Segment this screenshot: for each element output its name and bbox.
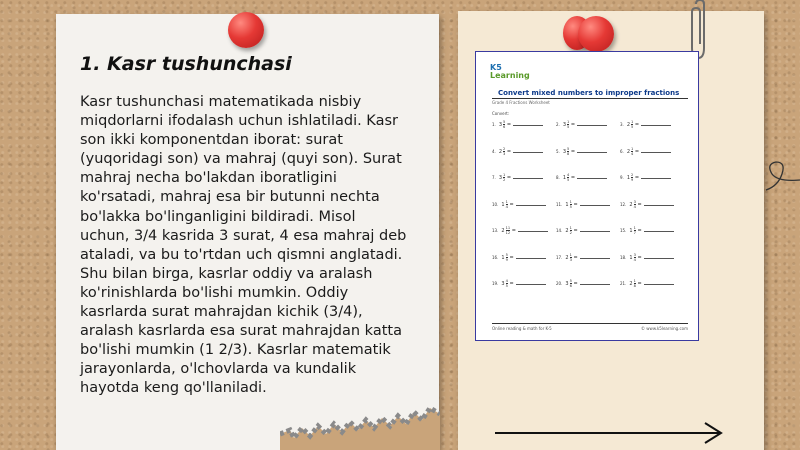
mixed-whole: 3 (501, 281, 505, 287)
exercise-item (556, 173, 607, 182)
divider (492, 323, 688, 324)
mixed-whole: 1 (629, 254, 633, 261)
fraction-denominator: 6 (569, 284, 572, 288)
equals-sign: = (635, 281, 642, 287)
mixed-whole: 3 (498, 175, 503, 181)
answer-blank (513, 152, 543, 153)
fraction-denominator: 5 (569, 204, 572, 209)
equals-sign: = (505, 175, 512, 181)
mixed-whole: 1 (501, 254, 505, 261)
mixed-whole: 2 (498, 148, 503, 155)
exercise-item (492, 253, 546, 262)
note-body-line: ko'rinishlarda bo'lishi mumkin. Oddiy (80, 284, 349, 301)
mixed-whole: 2 (629, 201, 633, 208)
answer-blank (641, 178, 671, 179)
equals-sign: = (507, 281, 514, 287)
note-body-line: ko'rsatadi, mahraj esa bir butunni nechta (80, 189, 380, 206)
equals-sign: = (569, 175, 576, 181)
answer-blank (644, 205, 674, 206)
exercise-item (492, 279, 546, 288)
equals-sign: = (571, 281, 578, 287)
exercise-number: 1. (492, 122, 496, 127)
torn-paper-edge (280, 404, 440, 450)
equals-sign: = (571, 228, 578, 234)
exercise-number: 19. (492, 281, 499, 286)
mixed-whole: 1 (629, 228, 633, 234)
answer-blank (577, 152, 607, 153)
exercise-item (556, 120, 607, 129)
exercise-item (556, 226, 610, 235)
exercise-number: 3. (620, 122, 624, 127)
mixed-whole: 2 (629, 281, 633, 287)
exercise-number: 21. (620, 281, 627, 286)
exercise-item (492, 200, 546, 209)
equals-sign: = (571, 201, 578, 208)
exercise-number: 5. (556, 148, 560, 154)
answer-blank (516, 205, 546, 206)
fraction-numerator: 1 (633, 226, 636, 230)
fraction-numerator: 4 (505, 279, 508, 283)
fraction-numerator: 1 (567, 120, 570, 124)
fraction-numerator: 1 (633, 279, 636, 283)
arrow-right-icon (493, 420, 725, 446)
fraction-denominator: 2 (503, 178, 506, 182)
exercise-item (492, 173, 543, 182)
equals-sign: = (635, 201, 642, 208)
exercise-item (492, 147, 543, 156)
fraction-denominator: 4 (633, 257, 636, 262)
fraction-numerator: 5 (567, 146, 570, 151)
fraction-numerator: 3 (633, 199, 636, 204)
push-pin-icon (578, 16, 614, 52)
note-body-line: aralash kasrlarda esa surat mahrajdan katta (80, 323, 402, 340)
fraction-denominator: 5 (631, 125, 634, 129)
fraction-denominator: 4 (633, 204, 636, 209)
exercise-item (620, 120, 671, 129)
fraction-denominator: 4 (505, 204, 508, 209)
swirl-doodle (758, 150, 800, 210)
fraction-denominator: 9 (505, 257, 508, 262)
answer-blank (518, 231, 548, 232)
exercise-item (620, 147, 671, 156)
answer-blank (644, 231, 674, 232)
exercise-number: 4. (492, 148, 496, 154)
worksheet-instruction: Convert: (492, 111, 510, 116)
exercise-number: 9. (620, 175, 624, 180)
exercise-number: 6. (620, 148, 624, 154)
answer-blank (580, 284, 610, 285)
fraction-numerator: 5 (503, 120, 506, 124)
equals-sign: = (569, 148, 576, 155)
fraction-numerator: 2 (503, 146, 506, 151)
note-body-line: ataladi, va bu to'rtdan uch qismni anglatadi. (80, 246, 403, 263)
exercise-number: 11. (556, 201, 563, 207)
fraction-numerator: 1 (503, 173, 506, 177)
equals-sign: = (507, 254, 514, 261)
equals-sign: = (569, 122, 576, 128)
worksheet-image (475, 51, 699, 341)
divider (492, 98, 688, 99)
exercise-number: 16. (492, 254, 499, 260)
exercise-number: 15. (620, 228, 627, 233)
fraction-denominator: 6 (503, 125, 506, 129)
fraction-numerator: 1 (505, 199, 508, 204)
equals-sign: = (505, 148, 512, 155)
fraction-denominator: 9 (631, 178, 634, 182)
fraction-numerator: 1 (569, 199, 572, 204)
exercise-item (620, 253, 674, 262)
mixed-whole: 3 (498, 122, 503, 128)
answer-blank (641, 125, 671, 126)
equals-sign: = (510, 228, 516, 234)
equals-sign: = (633, 122, 640, 128)
note-body-line: (yuqoridagi son) va mahraj (quyi son). Surat (80, 151, 402, 168)
fraction-denominator: 5 (505, 284, 508, 288)
answer-blank (641, 152, 671, 153)
fraction-denominator: 8 (633, 284, 636, 288)
exercise-number: 12. (620, 201, 627, 207)
mixed-whole: 1 (562, 175, 567, 181)
fraction-numerator: 1 (631, 120, 634, 124)
k5-learning-logo (490, 64, 530, 80)
equals-sign: = (633, 148, 640, 155)
worksheet-footer-left: Online reading & math for K-5 (492, 326, 552, 331)
answer-blank (580, 258, 610, 259)
push-pin-icon (228, 12, 264, 48)
note-body-line: bo'lishi mumkin (1 2/3). Kasrlar matematik (80, 342, 391, 359)
fraction-denominator: 2 (569, 231, 572, 235)
note-body-line: hayotda keng qo'llaniladi. (80, 380, 267, 397)
mixed-whole: 2 (626, 148, 631, 155)
exercise-number: 8. (556, 175, 560, 180)
exercise-number: 18. (620, 254, 627, 260)
exercise-number: 20. (556, 281, 563, 286)
mixed-whole: 3 (562, 122, 567, 128)
answer-blank (644, 258, 674, 259)
mixed-whole: 3 (565, 281, 569, 287)
exercise-item (556, 253, 610, 262)
answer-blank (513, 125, 543, 126)
logo-bottom: Learning (490, 71, 530, 80)
mixed-whole: 2 (501, 228, 505, 234)
answer-blank (644, 284, 674, 285)
fraction-numerator: 3 (633, 252, 636, 257)
exercise-number: 14. (556, 228, 563, 233)
note-body-line: jarayonlarda, o'lchovlarda va kundalik (80, 361, 357, 378)
exercise-item (620, 200, 674, 209)
equals-sign: = (633, 175, 640, 181)
exercise-item (556, 200, 610, 209)
fraction-numerator: 4 (567, 173, 570, 177)
exercise-number: 2. (556, 122, 560, 127)
mixed-whole: 2 (565, 254, 569, 261)
exercise-item (556, 147, 607, 156)
note-body-line: Kasr tushunchasi matematikada nisbiy (80, 94, 362, 110)
exercise-number: 13. (492, 228, 499, 233)
fraction-denominator: 12 (505, 231, 511, 235)
exercise-number: 17. (556, 254, 563, 260)
note-body-line: son ikki komponentdan iborat: surat (80, 132, 343, 149)
equals-sign: = (635, 228, 642, 234)
answer-blank (580, 205, 610, 206)
equals-sign: = (507, 201, 514, 208)
worksheet-footer-right: © www.k5learning.com (641, 326, 688, 331)
fraction-denominator: 3 (503, 151, 506, 156)
answer-blank (516, 258, 546, 259)
equals-sign: = (571, 254, 578, 261)
note-body-line: bo'lakka bo'linganligini bildiradi. Misol (80, 208, 356, 225)
fraction-numerator: 1 (569, 252, 572, 257)
exercise-number: 7. (492, 175, 496, 180)
fraction-numerator: 5 (505, 252, 508, 257)
fraction-numerator: 1 (569, 226, 572, 230)
equals-sign: = (635, 254, 642, 261)
note-body-line: kasrlarda surat mahrajdan kichik (3/4), (80, 304, 363, 321)
exercise-item (492, 120, 543, 129)
exercise-item (620, 173, 671, 182)
mixed-whole: 1 (565, 201, 569, 208)
exercise-item (620, 279, 674, 288)
fraction-numerator: 5 (569, 279, 572, 283)
answer-blank (580, 231, 610, 232)
fraction-denominator: 8 (567, 151, 570, 156)
fraction-denominator: 4 (631, 151, 634, 156)
logo-top: K5 (490, 63, 502, 72)
mixed-whole: 3 (562, 148, 567, 155)
exercise-item (556, 279, 610, 288)
note-body-line: uchun, 3/4 kasrida 3 surat, 4 esa mahraj deb (80, 227, 407, 244)
exercise-item (492, 226, 548, 235)
fraction-numerator: 1 (631, 146, 634, 151)
fraction-numerator: 11 (505, 226, 511, 230)
note-body-line: Shu bilan birga, kasrlar oddiy va aralash (80, 265, 373, 282)
mixed-whole: 2 (565, 228, 569, 234)
answer-blank (577, 178, 607, 179)
answer-blank (577, 125, 607, 126)
fraction-denominator: 5 (567, 125, 570, 129)
note-body-line: mahraj necha bo'lakdan iboratligini (80, 170, 337, 187)
worksheet-title: Convert mixed numbers to improper fractions (498, 89, 680, 97)
answer-blank (516, 284, 546, 285)
exercise-item (620, 226, 674, 235)
note-body-line: miqdorlarni ifodalash uchun ishlatiladi. Kasr (80, 113, 398, 130)
equals-sign: = (505, 122, 512, 128)
fraction-denominator: 3 (569, 257, 572, 262)
mixed-whole: 1 (626, 175, 631, 181)
fraction-denominator: 7 (633, 231, 636, 235)
exercise-number: 10. (492, 201, 499, 207)
note-body (80, 93, 420, 399)
mixed-whole: 2 (626, 122, 631, 128)
fraction-numerator: 2 (631, 173, 634, 177)
fraction-denominator: 5 (567, 178, 570, 182)
note-title: 1. Kasr tushunchasi (80, 53, 292, 75)
answer-blank (513, 178, 543, 179)
worksheet-subtitle: Grade 4 Fractions Worksheet (492, 100, 550, 105)
mixed-whole: 1 (501, 201, 505, 208)
